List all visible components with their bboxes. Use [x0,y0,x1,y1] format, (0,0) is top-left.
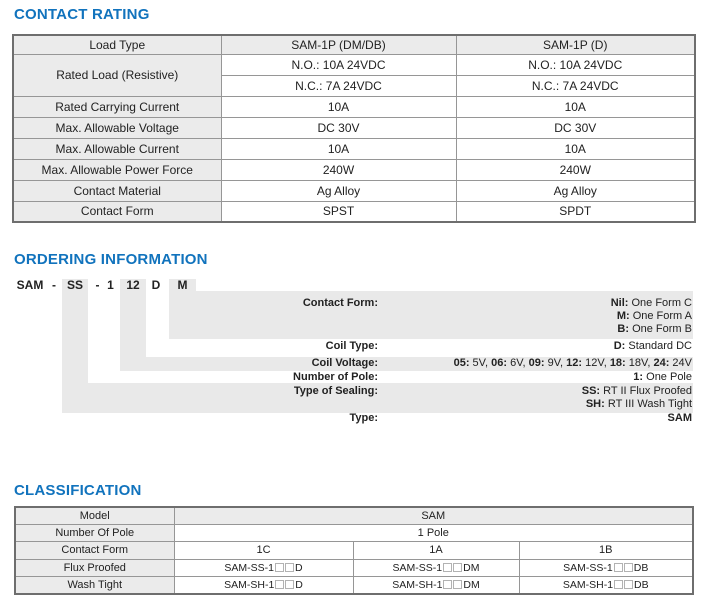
table-cell: N.O.: 10A 24VDC [221,54,456,75]
code-pole: 1 [107,278,114,292]
table-cell: N.C.: 7A 24VDC [456,75,695,96]
option-number-of-pole: 1: One Pole [633,371,692,383]
digit-box [614,563,623,572]
digit-box [443,580,452,589]
code-sealing: SS [66,278,83,292]
table-cell: 240W [456,159,695,180]
digit-box [285,580,294,589]
label-contact-form: Contact Form: [302,297,378,309]
table-cell: 10A [221,96,456,117]
row-label: Max. Allowable Voltage [13,117,221,138]
table-cell: 10A [221,138,456,159]
code-type: SAM [16,278,44,292]
table-row [15,542,693,559]
pole-value: 1 Pole [174,524,693,541]
column-header: Load Type [13,35,221,54]
label-type-of-sealing: Type of Sealing: [293,385,378,397]
table-cell: N.O.: 10A 24VDC [456,54,695,75]
table-cell: SPDT [456,201,695,222]
option-coil-voltage: 05: 5V, 06: 6V, 09: 9V, 12: 12V, 18: 18V, 24: 24V [453,357,692,369]
contact-rating-title: CONTACT RATING [14,6,150,23]
row-label: Rated Load (Resistive) [13,54,221,96]
part-number: SAM-SS-1 DM [353,559,519,576]
table-cell: 10A [456,138,695,159]
row-label: Model [15,507,174,524]
table-row [15,507,693,524]
contact-form-value: 1A [353,542,519,559]
table-cell: Ag Alloy [456,180,695,201]
row-label: Flux Proofed [15,559,174,576]
code-voltage: 12 [126,278,140,292]
table-row [13,35,695,54]
digit-box [285,563,294,572]
contact-form-value: 1C [174,542,353,559]
digit-box [614,580,623,589]
option-contact-form-b: B: One Form B [617,323,692,335]
digit-box [624,580,633,589]
column-header: SAM-1P (DM/DB) [221,35,456,54]
classification-title: CLASSIFICATION [14,482,142,499]
table-cell: DC 30V [221,117,456,138]
model-value: SAM [174,507,693,524]
row-label: Wash Tight [15,577,174,594]
contact-rating-table [12,34,696,223]
code-dash: - [52,278,56,292]
label-coil-voltage: Coil Voltage: [311,357,378,369]
option-contact-form-nil: Nil: One Form C [610,297,692,309]
table-cell: 10A [456,96,695,117]
option-coil-type: D: Standard DC [613,340,692,352]
row-label: Rated Carrying Current [13,96,221,117]
table-row [13,54,695,75]
table-row [15,524,693,541]
contact-form-value: 1B [519,542,693,559]
table-cell: N.C.: 7A 24VDC [221,75,456,96]
part-number: SAM-SS-1 DB [519,559,693,576]
label-coil-type: Coil Type: [325,340,378,352]
code-coil-type: D [151,278,161,292]
row-label: Contact Form [13,201,221,222]
table-cell: DC 30V [456,117,695,138]
digit-box [624,563,633,572]
table-cell: 240W [221,159,456,180]
classification-table [14,506,694,595]
part-number: SAM-SH-1 DB [519,577,693,594]
table-row [13,201,695,222]
digit-box [453,580,462,589]
option-contact-form-m: M: One Form A [616,310,692,322]
option-type-sam: SAM [667,412,692,424]
row-label: Max. Allowable Current [13,138,221,159]
part-number: SAM-SS-1 D [174,559,353,576]
table-row [13,138,695,159]
label-type: Type: [349,412,378,424]
code-dash: - [95,278,100,292]
table-row [13,159,695,180]
column-header: SAM-1P (D) [456,35,695,54]
table-row [15,559,693,576]
digit-box [453,563,462,572]
option-sealing-sh: SH: RT III Wash Tight [585,398,692,410]
part-number: SAM-SH-1 D [174,577,353,594]
table-row [13,96,695,117]
digit-box [275,580,284,589]
digit-box [443,563,452,572]
connector-bar-ss [62,279,88,383]
table-row [13,117,695,138]
ordering-information-title: ORDERING INFORMATION [14,251,208,268]
row-label: Number Of Pole [15,524,174,541]
table-cell: SPST [221,201,456,222]
code-contact-form: M [177,278,188,292]
row-label: Max. Allowable Power Force [13,159,221,180]
row-label: Contact Material [13,180,221,201]
digit-box [275,563,284,572]
row-label: Contact Form [15,542,174,559]
part-number: SAM-SH-1 DM [353,577,519,594]
label-number-of-pole: Number of Pole: [293,371,378,383]
table-row [13,180,695,201]
table-row [15,577,693,594]
table-cell: Ag Alloy [221,180,456,201]
option-sealing-ss: SS: RT II Flux Proofed [581,385,692,397]
